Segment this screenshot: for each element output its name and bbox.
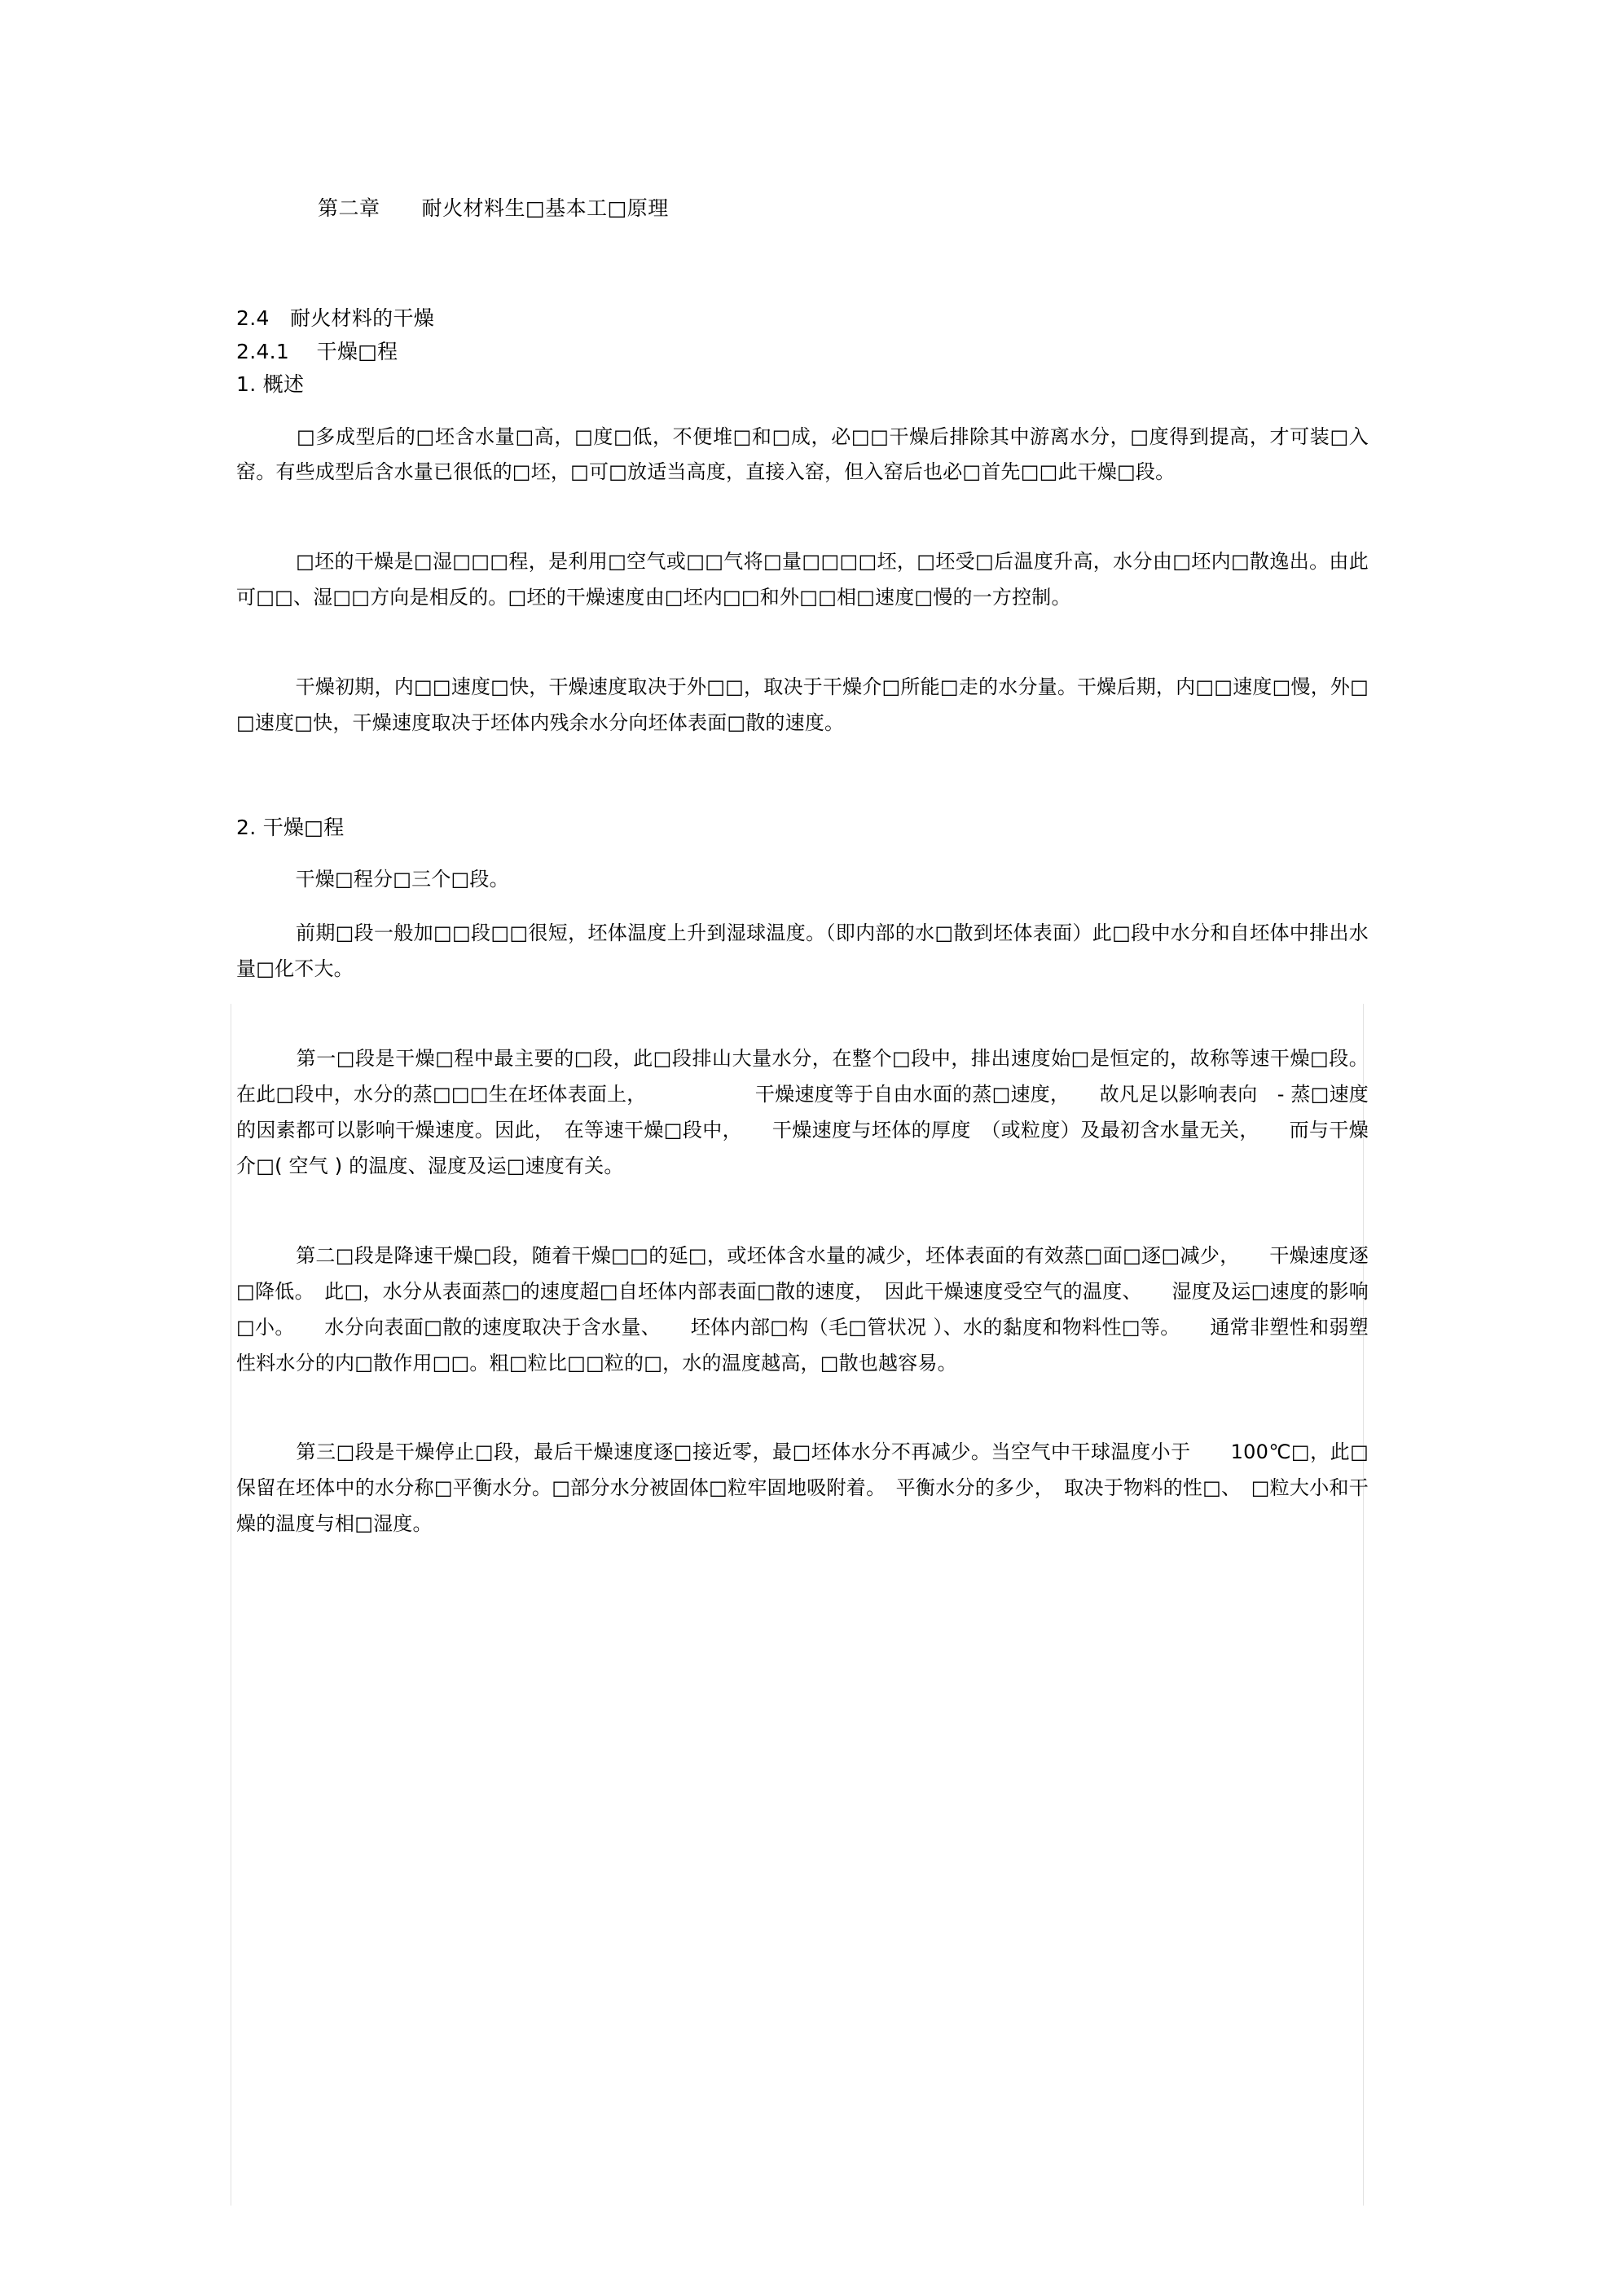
paragraph-stage-1: 第一□段是干燥□程中最主要的□段，此□段排山大量水分，在整个□段中，排出速度始□是恒定的，故称等速干燥□段。在此□段中，水分的蒸□□□生在坯体表面上， 干燥速度等于自由水面的蒸□速度， 故凡足以影响表向 - 蒸□速度的因素都可以影响干燥速度。因此， 在等速干燥□段中， 干燥速度与坯体的厚度 （或粒度）及最初含水量无关， 而与干燥介□( 空气 ) 的温度、湿度及运□速度有关。: [236, 1047, 1369, 1177]
chapter-title: 第二章 耐火材料生□基本工□原理: [318, 196, 669, 220]
paragraph-process-2: 前期□段一般加□□段□□很短，坯体温度上升到湿球温度。（即内部的水□散到坯体表面）此□段中水分和自坯体中排出水量□化不大。: [236, 921, 1369, 981]
spacer: [236, 490, 1369, 544]
spacer: [236, 898, 1369, 916]
spacer: [236, 222, 1369, 260]
spacer: [236, 616, 1369, 670]
subsection-heading-2-4-1: 2.4.1 干燥□程: [236, 339, 398, 363]
paragraph-overview-2: □坯的干燥是□湿□□□程，是利用□空气或□□气将□量□□□□坯，□坯受□后温度升高，水分由□坯内□散逸出。由此可□□、湿□□方向是相反的。□坯的干燥速度由□坯内□□和外□□相□速度□慢的一方控制。: [236, 550, 1369, 609]
section-heading-2-4: 2.4 耐火材料的干燥: [236, 306, 435, 330]
spacer: [236, 741, 1369, 812]
spacer: [236, 844, 1369, 862]
paragraph-overview-1: □多成型后的□坯含水量□高，□度□低，不便堆□和□成，必□□干燥后排除其中游离水分，□度得到提高，才可装□入窑。有些成型后含水量已很低的□坯，□可□放适当高度，直接入窑，但入窑后也必□首先□□此干燥□段。: [236, 424, 1369, 484]
paragraph-stage-2: 第二□段是降速干燥□段，随着干燥□□的延□，或坯体含水量的减少，坯体表面的有效蒸□面□逐□减少， 干燥速度逐□降低。 此□，水分从表面蒸□的速度超□自坯体内部表面□散的速度， 因此干燥速度受空气的温度、 湿度及运□速度的影响□小。 水分向表面□散的速度取决于含水量、 坯体内部□构（毛□管状况 ）、水的黏度和物料性□等。 通常非塑性和弱塑性料水分的内□散作用□□。粗□粒比□□粒的□，水的温度越高，□散也越容易。: [236, 1243, 1369, 1375]
item-heading-2-drying-process: 2. 干燥□程: [236, 815, 345, 839]
paragraph-overview-3: 干燥初期，内□□速度□快，干燥速度取决于外□□，取决于干燥介□所能□走的水分量。干燥后期，内□□速度□慢，外□□速度□快，干燥速度取决于坯体内残余水分向坯体表面□散的速度。: [236, 675, 1369, 735]
document-content: [236, 0, 1369, 1542]
paragraph-stage-3: 第三□段是干燥停止□段，最后干燥速度逐□接近零，最□坯体水分不再减少。当空气中干球温度小于 100℃□，此□保留在坯体中的水分称□平衡水分。□部分水分被固体□粒牢固地吸附着。 平衡水分的多少， 取决于物料的性□、 □粒大小和干燥的温度与相□湿度。: [236, 1440, 1369, 1536]
spacer: [236, 1381, 1369, 1435]
spacer: [236, 1185, 1369, 1238]
paragraph-process-1: 干燥□程分□三个□段。: [236, 868, 509, 891]
spacer: [236, 987, 1369, 1041]
item-heading-1-overview: 1. 概述: [236, 372, 305, 396]
spacer: [236, 402, 1369, 420]
